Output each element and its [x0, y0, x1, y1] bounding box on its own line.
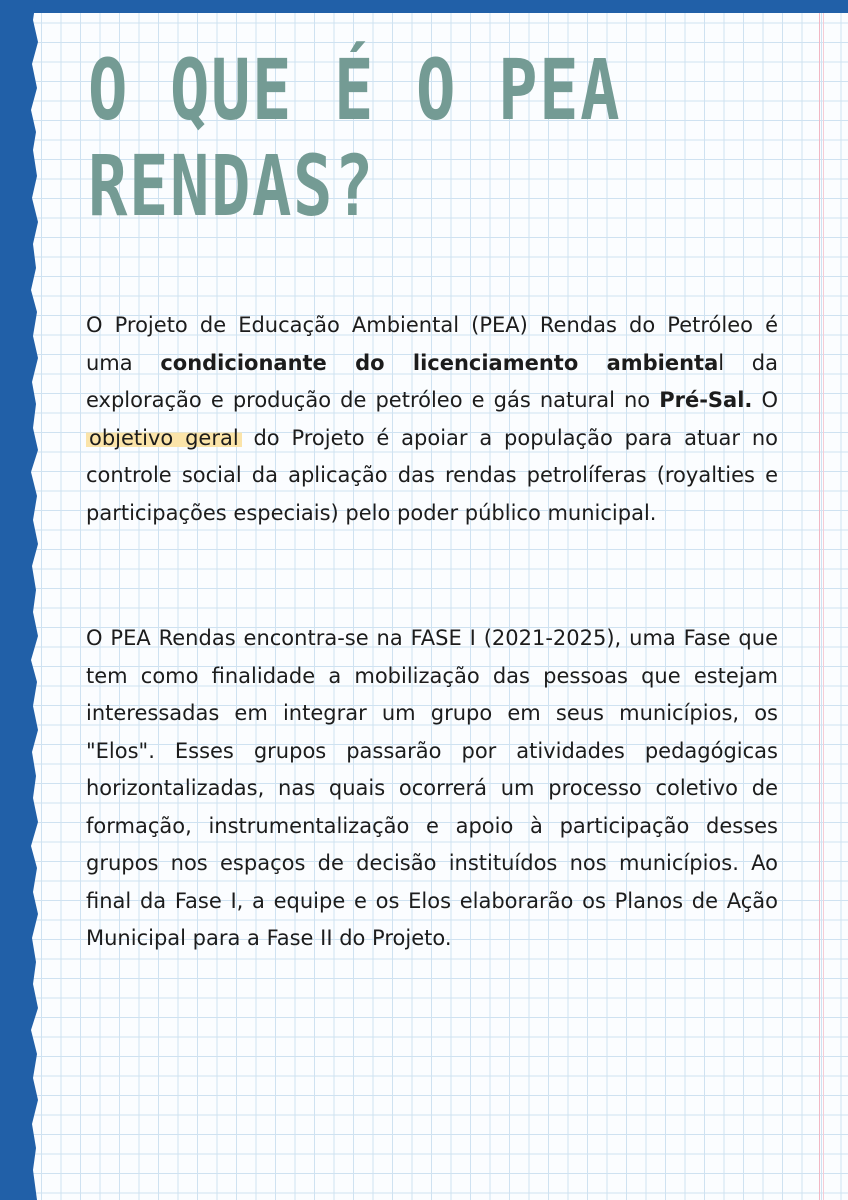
title-line-1: O QUE É O PEA [88, 41, 622, 139]
intro-text-1: O Projeto de Educação Ambiental (PEA) Rendas do Petróleo é uma [86, 313, 778, 375]
phase-paragraph: O PEA Rendas encontra-se na FASE I (2021-2025), uma Fase que tem como finalidade a mobilização das pessoas que estejam interessadas em integrar um grupo em seus municípios, os "Elos". Esses grupos passarão por atividades pedagógicas horizontalizadas, nas quais ocorrerá um processo coletivo de formação, instrumentalização e apoio à participação desses grupos nos espaços de decisão instituídos nos municípios. Ao final da Fase I, a equipe e os Elos elaborarão os Planos de Ação Municipal para a Fase II do Projeto. [86, 626, 778, 950]
intro-bold-presal: Pré-Sal. [659, 388, 753, 412]
page-title [88, 42, 650, 234]
intro-bold-licensing: condicionante do licenciamento ambienta [160, 350, 719, 375]
torn-blue-paper-edge [0, 0, 46, 1200]
intro-text-4: do Projeto é apoiar a população para atuar no controle social da aplicação das rendas petrolíferas (royalties e participações especiais) pelo poder público municipal. [86, 425, 778, 525]
margin-line-secondary [823, 13, 824, 1200]
highlighted-objective: objetivo geral [86, 426, 242, 450]
intro-paragraph [86, 307, 778, 532]
title-line-2: RENDAS? [88, 137, 376, 235]
margin-line [819, 13, 820, 1200]
intro-text-2: l da exploração e produção de petróleo e gás natural no [86, 350, 778, 412]
intro-text-3: O [752, 388, 778, 412]
top-blue-band [0, 0, 848, 13]
